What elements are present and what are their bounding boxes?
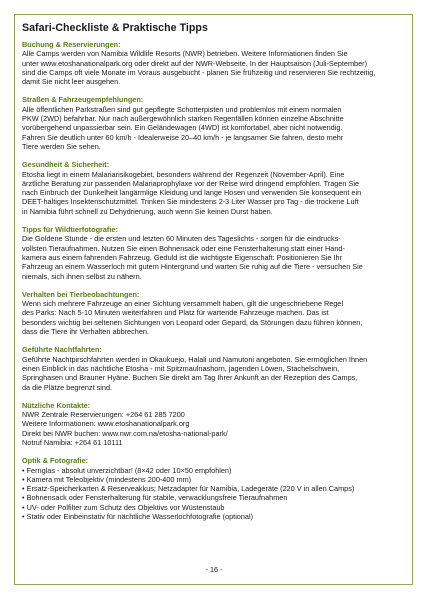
section: [22, 40, 410, 86]
body-text-line: • Kamera mit Teleobjektiv (mindestens 200-400 mm): [22, 474, 192, 484]
body-text-line: Geführte Nachtpirschfahrten werden in Okaukuejo, Halali und Namutoni angeboten. Sie ermöglichen Ihnen: [22, 354, 368, 364]
section: [22, 290, 410, 336]
body-text-line: • UV- oder Polfilter zum Schutz des Objektivs vor Wüstenstaub: [22, 502, 225, 512]
body-text-line: Fahrzeug an einem Wasserloch mit gutem Hintergrund und warten Sie ruhig auf die Tiere - versuchen Sie: [22, 262, 363, 272]
section-heading: Tipps für Wildtierfotografie:: [22, 225, 118, 235]
body-text-line: dass die Tiere ihr Verhalten abbrechen.: [22, 327, 149, 337]
section: [22, 160, 410, 216]
page-title: Safari-Checkliste & Praktische Tipps: [22, 22, 208, 34]
body-text-line: DEET-haltiges Insektenschutzmittel. Trinken Sie mindestens 2-3 Liter Wasser pro Tag - die trockene Luft: [22, 197, 359, 207]
body-text-line: • Ersatz-Speicherkarten & Reserveakkus; Netzadapter für Namibia, Ladegeräte (220 V in allen Camps): [22, 484, 355, 494]
body-text-line: einen Einblick in das nächtliche Etosha - mit Spitzmaulnashorn, jagenden Löwen, Stachelschwein,: [22, 363, 340, 373]
body-text-line: Wenn sich mehrere Fahrzeuge an einer Sichtung versammelt haben, gilt die ungeschriebene Regel: [22, 299, 344, 309]
section: [22, 456, 410, 521]
body-text-line: des Parks: Nach 5-10 Minuten weiterfahren und Platz für wartende Fahrzeuge machen. Das ist: [22, 308, 329, 318]
body-text-line: Fahren Sie deutlich unter 60 km/h - Idealerweise 20–40 km/h - je langsamer Sie fahren, desto mehr: [22, 132, 344, 142]
section-heading: Geführte Nachtfahrten:: [22, 345, 102, 355]
section-heading: Gesundheit & Sicherheit:: [22, 160, 110, 170]
body-text-line: Alle öffentlichen Parkstraßen sind gut gepflegte Schotterpisten und problemlos mit einem normalen: [22, 104, 342, 114]
body-text-line: sind die Camps oft viele Monate im Voraus ausgebucht - planen Sie frühzeitig und reservieren Sie rechtzeitig,: [22, 67, 376, 77]
body-text-line: in Namibia führt schnell zu Dehydrierung, auch wenn Sie keinen Durst haben.: [22, 206, 273, 216]
body-text-line: • Bohnensack oder Fensterhalterung für stabile, verwacklungsfreie Tieraufnahmen: [22, 493, 288, 503]
body-text-line: Die Goldene Stunde - die ersten und letzten 60 Minuten des Tageslichts - sorgen für die eindrucks-: [22, 234, 341, 244]
body-text-line: unter www.etoshanationalpark.org oder direkt auf der NWR-Webseite. In der Hauptsaison (Juli-September): [22, 58, 368, 68]
sections-container: [22, 40, 410, 521]
section-heading: Buchung & Reservierungen:: [22, 40, 121, 49]
body-text-line: • Fernglas - absolut unverzichtbar! (8×42 oder 10×50 empfohlen): [22, 465, 232, 475]
section: [22, 401, 410, 447]
body-text-line: Weitere Informationen: www.etoshanationalpark.org: [22, 419, 190, 429]
body-text-line: • Stativ oder Einbeinstativ für nächtliche Wasserlochfotografie (optional): [22, 512, 254, 522]
section: [22, 345, 410, 391]
body-text-line: besonders wichtig bei seltenen Sichtungen von Leopard oder Gepard, da Störungen dazu führen können,: [22, 317, 363, 327]
body-text-line: vorübergehend unpassierbar sein. Ein Geländewagen (4WD) ist komfortabel, aber nicht notwendig.: [22, 123, 343, 133]
section-heading: Verhalten bei Tierbeobachtungen:: [22, 289, 140, 299]
body-text-line: Tiere werden Sie sehen.: [22, 141, 101, 151]
page-number: - 16 -: [205, 565, 223, 574]
body-text-line: Direkt bei NWR buchen: www.nwr.com.na/etosha-national-park/: [22, 428, 228, 438]
body-text-line: vollsten Tieraufnahmen. Nutzen Sie einen Bohnensack oder eine Fensterhalterung statt einer Hand-: [22, 243, 345, 253]
document-body: [22, 22, 410, 530]
body-text-line: Etosha liegt in einem Malariarisikogebiet, besonders während der Regenzeit (November-April). Eine: [22, 169, 345, 179]
section-heading: Optik & Fotografie:: [22, 456, 89, 466]
body-text-line: kamera aus einem fahrenden Fahrzeug. Geduld ist die wichtigste Eigenschaft: Positionieren Sie Ihr: [22, 252, 343, 262]
body-text-line: Notruf Namibia: +264 61 10111: [22, 437, 123, 447]
body-text-line: damit Sie nicht leer ausgehen.: [22, 77, 121, 87]
body-text-line: NWR Zentrale Reservierungen: +264 61 285 7200: [22, 410, 185, 420]
body-text-line: da die Plätze begrenzt sind.: [22, 382, 113, 392]
section: [22, 95, 410, 151]
body-text-line: Alle Camps werden von Namibia Wildlife Resorts (NWR) betrieben. Weitere Informationen finden Sie: [22, 49, 348, 59]
body-text-line: ärztliche Beratung zur passenden Malariaprophylaxe vor der Reise wird dringend empfohlen. Tragen Sie: [22, 178, 360, 188]
body-text-line: PKW (2WD) befahrbar. Nur nach außergewöhnlich starken Regenfällen können einzelne Abschnitte: [22, 114, 344, 124]
section-heading: Nützliche Kontakte:: [22, 400, 91, 410]
body-text-line: nach Einbruch der Dunkelheit langärmlige Kleidung und lange Hosen und verwenden Sie konsequent ein: [22, 188, 362, 198]
body-text-line: niemals, sich ihnen selbst zu nähern.: [22, 271, 142, 281]
body-text-line: Springhasen und Brauner Hyäne. Buchen Sie direkt am Tag Ihrer Ankunft an der Rezeption des Camps,: [22, 373, 358, 383]
section: [22, 225, 410, 281]
section-heading: Straßen & Fahrzeugempfehlungen:: [22, 95, 144, 105]
